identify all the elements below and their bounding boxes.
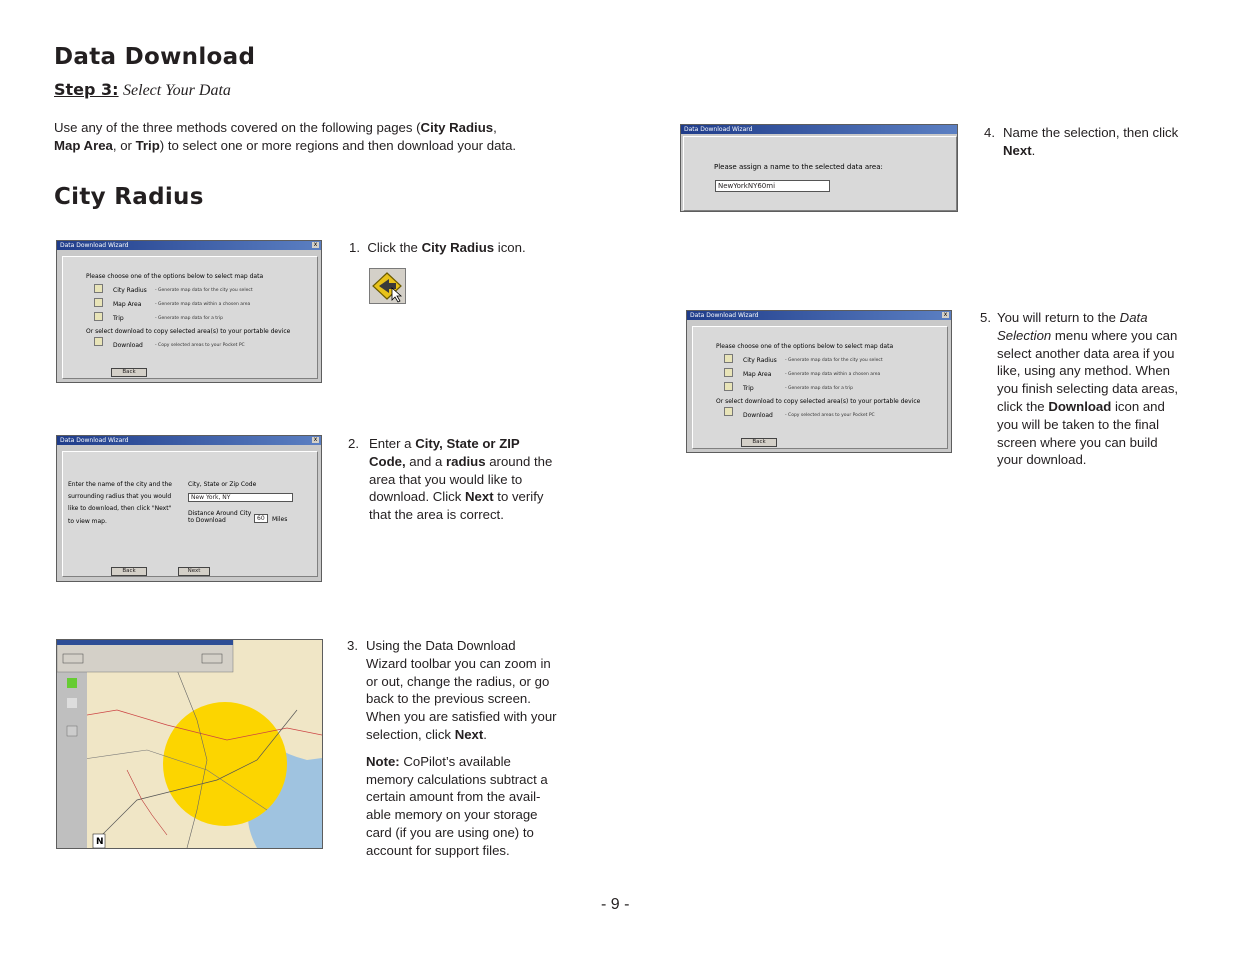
step-number: 4. <box>984 125 995 140</box>
step-label: Step 3: <box>54 80 119 99</box>
wizard-titlebar <box>681 125 957 134</box>
step-bold: Download <box>1048 398 1112 414</box>
option-desc: - Generate map data within a chosen area <box>155 302 251 307</box>
option-trip: Trip <box>113 315 124 322</box>
download-icon <box>724 407 733 416</box>
city-radius-icon <box>94 284 103 293</box>
assign-name-text: Please assign a name to the selected data area: <box>714 163 883 171</box>
step-text: icon and you will be taken to the final screen where you can build your download. <box>997 398 1165 468</box>
option-desc: - Generate map data for the city you select <box>155 288 253 293</box>
step-text: . <box>1031 142 1036 158</box>
distance-label: to Download <box>188 517 226 524</box>
intro-text: , <box>493 120 497 135</box>
wizard-title: Data Download Wizard <box>684 126 753 133</box>
option-desc: - Copy selected areas to your Pocket PC <box>155 343 245 348</box>
wizard-panel <box>683 136 957 211</box>
map-area-icon <box>724 368 733 377</box>
note <box>366 753 559 860</box>
intro-paragraph <box>54 119 574 155</box>
step-text: . <box>483 726 487 742</box>
note-text: CoPilot’s available memory calculations subtract a certain amount from the avail-able memory on your storage card (if you are using one) to account for support files. <box>366 753 548 858</box>
intro-text: Use any of the three methods covered on the following pages ( <box>54 120 421 135</box>
step-text: Using the Data Download Wizard toolbar you can zoom in or out, change the radius, or go back to the previous screen. When you are satisfied with your selection, click <box>366 638 557 742</box>
page-title: Data Download <box>54 44 256 70</box>
wizard-panel <box>692 326 948 449</box>
step-italic: Data Selection <box>997 310 1148 343</box>
selection-name-input: NewYorkNY60mi <box>715 180 830 192</box>
back-button: Back <box>741 438 777 447</box>
step-1 <box>349 239 559 257</box>
back-button: Back <box>111 368 147 377</box>
intro-bold: City Radius <box>420 120 494 135</box>
wizard-title: Data Download Wizard <box>60 242 129 249</box>
back-button: Back <box>111 567 147 576</box>
trip-icon <box>724 382 733 391</box>
step-text: menu where you can select another data area if you like, using any method. When you finish selecting data areas, click the <box>997 327 1179 414</box>
city-radius-icon <box>724 354 733 363</box>
city-prompt-line: surrounding radius that you would <box>68 493 172 500</box>
step-number: 5. <box>980 310 991 325</box>
city-radius-icon <box>369 268 406 304</box>
wizard-titlebar <box>687 311 951 320</box>
step-text: icon. <box>494 240 526 255</box>
wizard-map-screenshot <box>56 639 323 849</box>
step-bold: City, State or ZIP Code, <box>369 436 520 469</box>
step-heading <box>54 80 231 100</box>
option-desc: - Generate map data for a trip <box>785 386 854 391</box>
wizard-title: Data Download Wizard <box>690 312 759 319</box>
miles-label: Miles <box>272 516 288 523</box>
step-bold: Next <box>454 726 484 742</box>
step-number: 3. <box>347 638 358 653</box>
step-text: and a <box>405 453 446 469</box>
option-desc: - Copy selected areas to your Pocket PC <box>785 413 875 418</box>
wizard-name-screenshot <box>680 124 958 212</box>
section-title: City Radius <box>54 184 204 210</box>
wizard-options-screenshot-2 <box>686 310 952 453</box>
note-label: Note: <box>366 753 400 769</box>
city-prompt-line: Enter the name of the city and the <box>68 481 172 488</box>
close-icon: x <box>943 311 948 318</box>
city-prompt-line: like to download, then click "Next" <box>68 505 172 512</box>
step-text: around the area that you would like to download. Click <box>369 453 553 505</box>
intro-text: , or <box>112 137 136 153</box>
option-city-radius: City Radius <box>743 357 777 364</box>
wizard-choose-text: Please choose one of the options below to select map data <box>716 343 894 350</box>
wizard-panel <box>62 451 318 577</box>
step-text: Enter a <box>369 436 416 451</box>
city-input: New York, NY <box>188 493 293 502</box>
option-download: Download <box>743 412 773 419</box>
intro-bold: Trip <box>135 137 160 153</box>
wizard-choose-text: Please choose one of the options below to select map data <box>86 273 264 280</box>
step-text: You will return to the <box>997 310 1120 325</box>
distance-label: Distance Around City <box>188 510 252 517</box>
option-map-area: Map Area <box>113 301 142 308</box>
step-number: 1. <box>349 240 360 255</box>
next-button: Next <box>178 567 210 576</box>
page-number: - 9 - <box>601 896 630 913</box>
option-desc: - Generate map data for the city you select <box>785 358 883 363</box>
option-city-radius: City Radius <box>113 287 147 294</box>
option-desc: - Generate map data within a chosen area <box>785 372 881 377</box>
wizard-titlebar <box>57 436 321 445</box>
city-label: City, State or Zip Code <box>188 481 257 488</box>
step-text: to verify that the area is correct. <box>369 489 544 523</box>
or-select-text: Or select download to copy selected area(s) to your portable device <box>86 328 291 335</box>
intro-text: ) to select one or more regions and then download your data. <box>159 137 517 153</box>
step-4 <box>984 124 1184 160</box>
wizard-city-screenshot <box>56 435 322 582</box>
step-bold: Next <box>465 489 494 505</box>
distance-input: 60 <box>254 514 268 523</box>
wizard-title: Data Download Wizard <box>60 437 129 444</box>
step-bold: City Radius <box>421 240 495 255</box>
close-icon: x <box>313 436 318 443</box>
close-icon: x <box>313 241 318 248</box>
trip-icon <box>94 312 103 321</box>
wizard-titlebar <box>57 241 321 250</box>
svg-text:N: N <box>96 837 104 847</box>
option-trip: Trip <box>743 385 754 392</box>
option-download: Download <box>113 342 143 349</box>
step-text: Click the <box>367 240 422 255</box>
wizard-options-screenshot <box>56 240 322 383</box>
step-bold: Next <box>1003 142 1032 158</box>
option-desc: - Generate map data for a trip <box>155 316 224 321</box>
intro-bold: Map Area <box>54 137 113 153</box>
step-3 <box>347 637 559 860</box>
step-subtitle: Select Your Data <box>123 82 231 99</box>
or-select-text: Or select download to copy selected area(s) to your portable device <box>716 398 921 405</box>
city-prompt-line: to view map. <box>68 518 107 525</box>
step-2 <box>348 435 558 524</box>
option-map-area: Map Area <box>743 371 772 378</box>
step-number: 2. <box>348 436 359 451</box>
step-5 <box>980 309 1185 469</box>
download-icon <box>94 337 103 346</box>
step-bold: radius <box>445 453 486 469</box>
map-area-icon <box>94 298 103 307</box>
step-text: Name the selection, then click <box>1003 125 1179 140</box>
wizard-panel <box>62 256 318 379</box>
